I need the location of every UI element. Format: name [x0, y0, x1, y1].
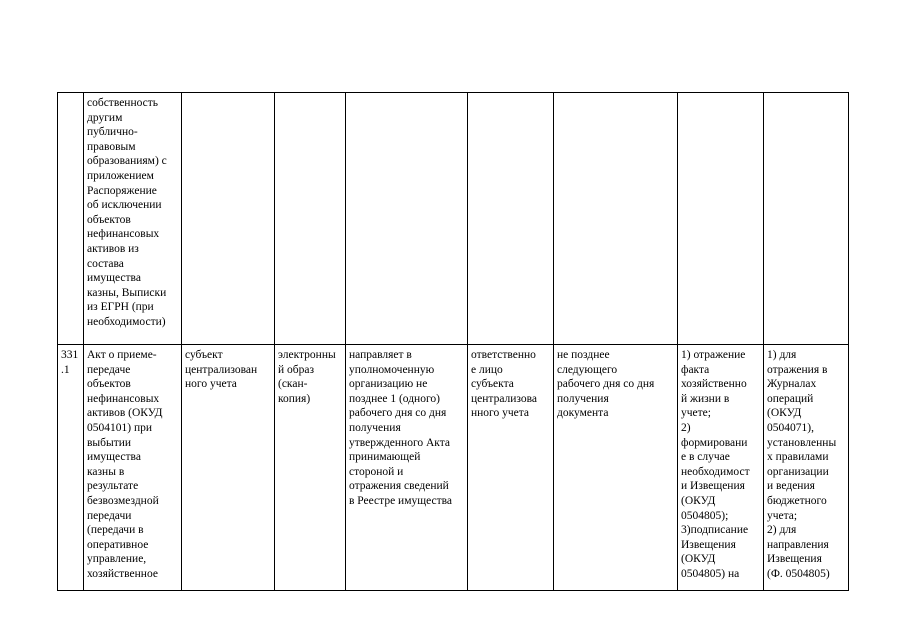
cell-deadline: не позднее следующего рабочего дня со дня получения документа	[554, 345, 678, 591]
cell-document-name: Акт о приеме- передаче объектов нефинансовых активов (ОКУД 0504101) при выбытии имущества казны в результате безвозмездной передачи (передачи в оперативное управление, хозяйственное	[84, 345, 182, 591]
cell-who-forms: субъект централизован ного учета	[182, 345, 275, 591]
cell-purpose: 1) отражение факта хозяйственно й жизни в учете; 2) формировани е в случае необходимост и Извещения (ОКУД 0504805); 3)подписание Извещения (ОКУД 0504805) на	[678, 345, 764, 591]
cell-who-forms	[182, 93, 275, 345]
cell-action	[346, 93, 468, 345]
table-row	[58, 93, 849, 345]
document-table	[57, 92, 849, 591]
cell-action: направляет в уполномоченную организацию не позднее 1 (одного) рабочего дня со дня получения утвержденного Акта принимающей стороной и отражения сведений в Реестре имущества	[346, 345, 468, 591]
cell-register	[764, 93, 849, 345]
cell-purpose	[678, 93, 764, 345]
cell-document-name: собственность другим публично- правовым образованиям) с приложением Распоряжение об исключении объектов нефинансовых активов из состава имущества казны, Выписки из ЕГРН (при необходимости)	[84, 93, 182, 345]
cell-format: электронны й образ (скан- копия)	[275, 345, 346, 591]
cell-responsible	[468, 93, 554, 345]
table-row	[58, 345, 849, 591]
cell-register: 1) для отражения в Журналах операций (ОКУД 0504071), установленны х правилами организации и ведения бюджетного учета; 2) для направления Извещения (Ф. 0504805)	[764, 345, 849, 591]
cell-format	[275, 93, 346, 345]
cell-deadline	[554, 93, 678, 345]
cell-responsible: ответственно e лицо субъекта централизова нного учета	[468, 345, 554, 591]
cell-number: 331 .1	[58, 345, 84, 591]
cell-number	[58, 93, 84, 345]
